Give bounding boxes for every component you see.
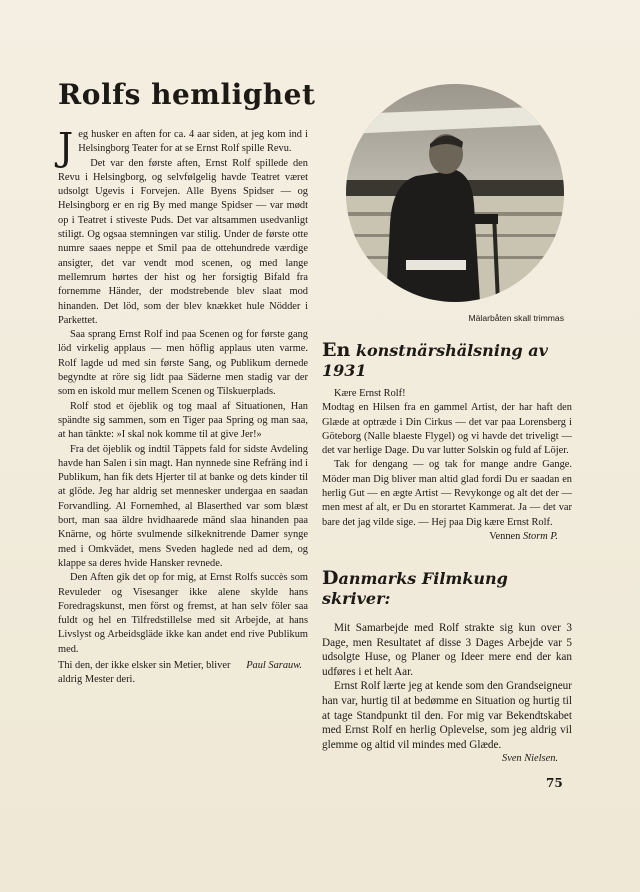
quote-paragraph: Ernst Rolf lærte jeg at kende som den Grandseigneur han var, hurtig til at bedømme en Situation og hurtig til at tage Standpunkt til den. For mig var Bekendtskabet med Ernst Rolf en herlig Oplevelse, som jeg aldrig vil glemme og altid vil mindes med Glæde.: [322, 680, 572, 751]
photo-caption: Mälarbåten skall trimmas: [468, 313, 564, 323]
quote-signature: Sven Nielsen.: [502, 753, 558, 765]
article-paragraph: Jeg husker en aften for ca. 4 aar siden, at jeg kom ind i Helsingborg Teater for at se Ernst Rolf spille Revu.: [58, 125, 308, 169]
quote-paragraph: Mit Samarbejde med Rolf strakte sig kun over 3 Dage, men Resultatet af disse 3 Dages Arbejde var 5 udsolgte Huse, og Planer og Ideer mere end der kan udføres i et helt Aar.: [322, 621, 572, 678]
article-title: Rolfs hemlighet: [58, 78, 316, 111]
article-last-line: Paul Sarauw. Thi den, der ikke elsker sin Metier, bliver aldrig Mester deri.: [58, 659, 302, 685]
article-column: [58, 125, 308, 687]
letter-closing: Vennen Storm P.: [489, 530, 558, 542]
article-paragraph: Det var den første aften, Ernst Rolf spillede den Revu i Helsingborg, og selvfølgelig havde Teatret været udsolgt Ugevis i Forvejen. Alle Byens Spidser — og Helsingborg er en rig By med mange Spidser — var mødt op i Teatret i stiveste Puds. Det var altsammen usedvanligt stiligt. Og ogsaa stemningen var stilig. Under de første otte numre saaes neppe et Smil paa de ottehundrede værdige ansigter, det var vendt mod scenen, og med lange mellemrum hørtes der hist og her forsigtig Bifald fra fornemme Händer, der modstrebende blev slaat mod hinanden. Det löd, som der blev knækket hule Nödder i Parkettet.: [58, 157, 308, 326]
drop-cap: J: [58, 125, 74, 169]
article-paragraph: Rolf stod et öjeblik og tog maal af Situationen, Han spändte sig sammen, som en Tiger paa Spring og man saa, at han tänkte: »I skal nok komme til at give Jer!»: [58, 400, 308, 441]
right-column: [322, 340, 572, 766]
letter-paragraph: Kære Ernst Rolf!: [334, 388, 406, 399]
boat-photo-illustration: [346, 84, 564, 302]
circular-photo: [346, 84, 564, 302]
article-paragraph: Saa sprang Ernst Rolf ind paa Scenen og for første gang löd virkelig applaus — men höflig applaus uten varme. Rolf lagde ud med sin første Sang, og Publikum dernede begyndte at röre sig lidt paa Säderne men stadig var der som en iskold mur mellem Scenen og Tilskuerplads.: [58, 329, 308, 398]
section-heading-filmkung: Danmarks Filmkung skriver:: [322, 566, 508, 608]
article-signature: Paul Sarauw.: [246, 659, 302, 671]
letter-paragraph: Modtag en Hilsen fra en gammel Artist, der har haft den Glæde at optræde i Din Cirkus — det var paa Lorensberg i Göteborg (Nalle blaeste Flygel) og vi havde det triveligt — det var herlige Dage. Du var lutter Solskin og fuld af Löjer.: [322, 402, 572, 457]
article-paragraph: Fra det öjeblik og indtil Täppets fald for sidste Avdeling havde han Salen i sin magt. Han nynnede sine Refräng ind i Publikum, han fik dets Hjerter til at banke og dets kinder til at glöde. Jeg har aldrig set mennesker undergaa en saadan Forvandling. Al Fornemhed, al Blaserthed var som blæst bort, man saa äldre hvidhaarede mänd slaa hinanden paa Knärne, og hörte svulmende silkeknitrende Damer synge med i Omkvädet, mens Sveden haglede ned ad dem, og klappe sa deres hvide Hansker revnede.: [58, 443, 308, 569]
article-paragraph: Den Aften gik det op for mig, at Ernst Rolfs succès som Revuleder og Visesanger ikke alene skylde hans Foredragskunst, men först og fremst, at han selv föler saa fuldt og hel en Tilfredstillelse med sit Arbejde, at hans Livslyst og Arbeidsglädе ikke kan andet end rive Publikum med.: [58, 572, 308, 655]
section-heading-greeting: En konstnärshälsning av 1931: [322, 339, 548, 380]
page-number: 75: [546, 776, 563, 790]
letter-paragraph: Tak for dengang — og tak for mange andre Gange. Möder man Dig bliver man altid glad fordi Du er saadan en herlig Gut — en ægte Artist — Revykonge og alt det der — men mest af alt, er Du en storartet Kammerat. Ja — det var bare det jag vilde sige. — Hej paa Dig kære Ernst Rolf.: [322, 459, 572, 528]
